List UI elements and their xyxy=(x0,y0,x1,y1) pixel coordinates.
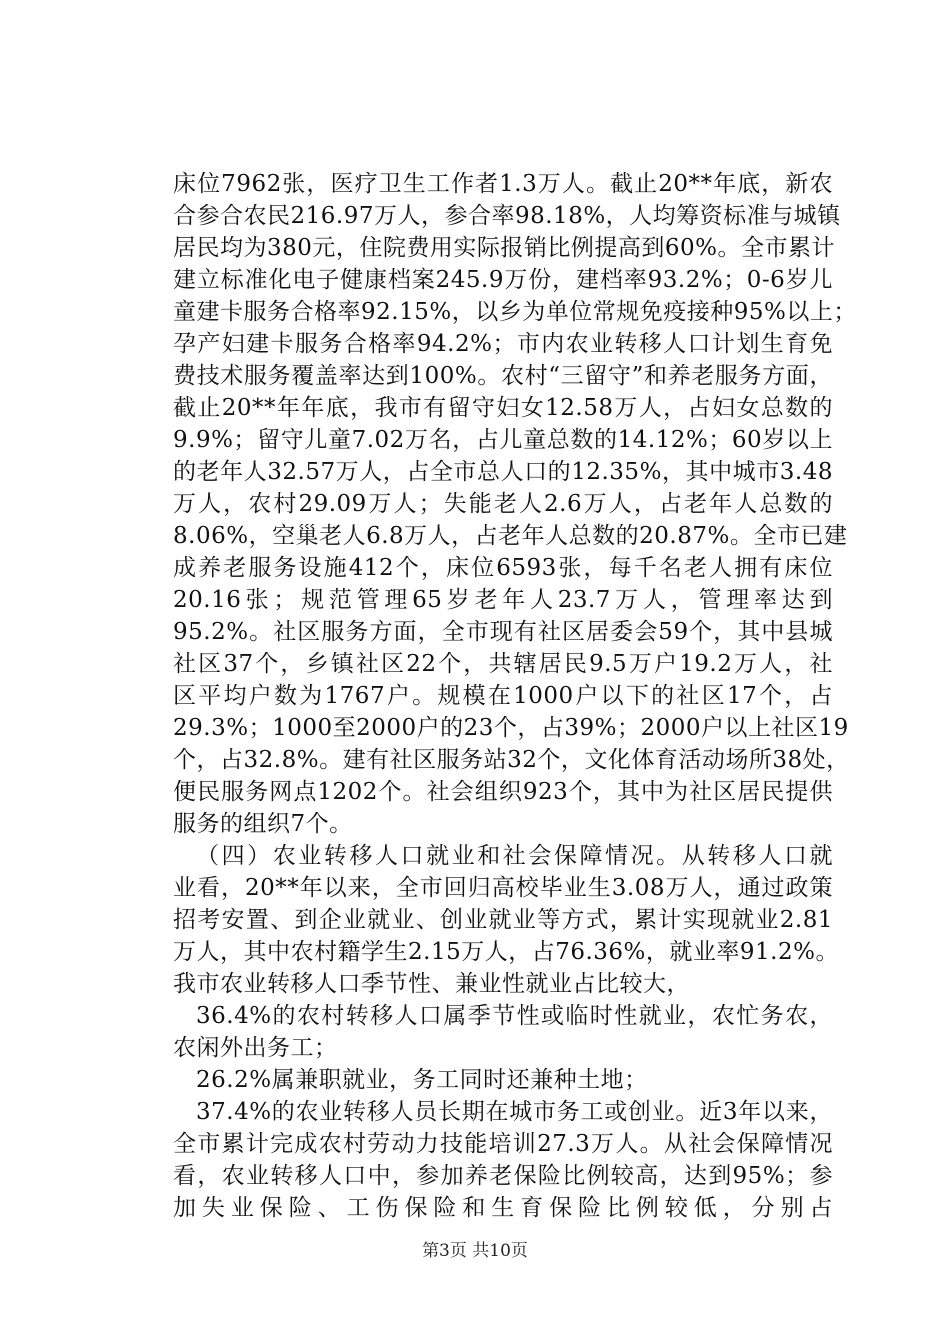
page-number: 第3页 共10页 xyxy=(422,1241,528,1261)
text-line: 建立标准化电子健康档案245.9万份，建档率93.2%；0-6岁儿 xyxy=(173,267,833,293)
text-line: 29.3%；1000至2000户的23个，占39%；2000户以上社区19 xyxy=(173,715,849,741)
text-line: 合参合农民216.97万人，参合率98.18%，人均筹资标准与城镇 xyxy=(173,203,841,229)
text-line: 业看，20**年以来，全市回归高校毕业生3.08万人，通过政策 xyxy=(173,875,833,901)
text-line: 万人，其中农村籍学生2.15万人，占76.36%，就业率91.2%。 xyxy=(173,939,839,965)
text-line xyxy=(173,840,833,872)
text-line: 37.4%的农业转移人员长期在城市务工或创业。近3年以来， xyxy=(196,1099,833,1125)
text-line: 成养老服务设施412个，床位6593张，每千名老人拥有床位 xyxy=(173,555,833,581)
text-line: 截止20**年年底，我市有留守妇女12.58万人，占妇女总数的 xyxy=(173,395,833,421)
text-line: 36.4%的农村转移人口属季节性或临时性就业，农忙务农， xyxy=(196,1003,833,1029)
text-line: 居民均为380元，住院费用实际报销比例提高到60%。全市累计 xyxy=(173,235,836,261)
text-line: 费技术服务覆盖率达到100%。农村“三留守”和养老服务方面， xyxy=(173,363,833,389)
text-line: 8.06%，空巢老人6.8万人，占老年人总数的20.87%。全市已建 xyxy=(173,523,848,549)
text-line: 我市农业转移人口季节性、兼业性就业占比较大， xyxy=(173,971,690,997)
text-line: 服务的组织7个。 xyxy=(173,811,353,837)
text-line: 便民服务网点1202个。社会组织923个，其中为社区居民提供 xyxy=(173,779,833,805)
text-line: 孕产妇建卡服务合格率94.2%；市内农业转移人口计划生育免 xyxy=(173,331,833,357)
text-line: 看，农业转移人口中，参加养老保险比例较高，达到95%；参 xyxy=(173,1163,833,1189)
paragraph-start: （四）农业转移人口就业和社会保障情况。从转移人口就 xyxy=(196,843,833,869)
text-line: 床位7962张，医疗卫生工作者1.3万人。截止20**年底，新农 xyxy=(173,171,833,197)
text-line: 26.2%属兼职就业，务工同时还兼种土地； xyxy=(196,1067,648,1093)
text-line: 区平均户数为1767户。规模在1000户以下的社区17个，占 xyxy=(173,683,833,709)
text-line: 全市累计完成农村劳动力技能培训27.3万人。从社会保障情况 xyxy=(173,1131,833,1157)
text-line: 社区37个，乡镇社区22个，共辖居民9.5万户19.2万人，社 xyxy=(173,651,833,677)
text-line: 加失业保险、工伤保险和生育保险比例较低，分别占 xyxy=(173,1195,833,1221)
text-line: 农闲外出务工； xyxy=(173,1035,338,1061)
text-line: 9.9%；留守儿童7.02万名，占儿童总数的14.12%；60岁以上 xyxy=(173,427,833,453)
text-line: 的老年人32.57万人，占全市总人口的12.35%，其中城市3.48 xyxy=(173,459,833,485)
text-line: 95.2%。社区服务方面，全市现有社区居委会59个，其中县城 xyxy=(173,619,833,645)
text-line: 童建卡服务合格率92.15%，以乡为单位常规免疫接种95%以上； xyxy=(173,299,857,325)
body-text xyxy=(173,168,857,1224)
text-line: 个，占32.8%。建有社区服务站32个，文化体育活动场所38处， xyxy=(173,747,850,773)
text-line: 招考安置、到企业就业、创业就业等方式，累计实现就业2.81 xyxy=(173,907,833,933)
text-line: 万人，农村29.09万人；失能老人2.6万人，占老年人总数的 xyxy=(173,491,833,517)
text-line: 20.16张；规范管理65岁老年人23.7万人，管理率达到 xyxy=(173,587,833,613)
